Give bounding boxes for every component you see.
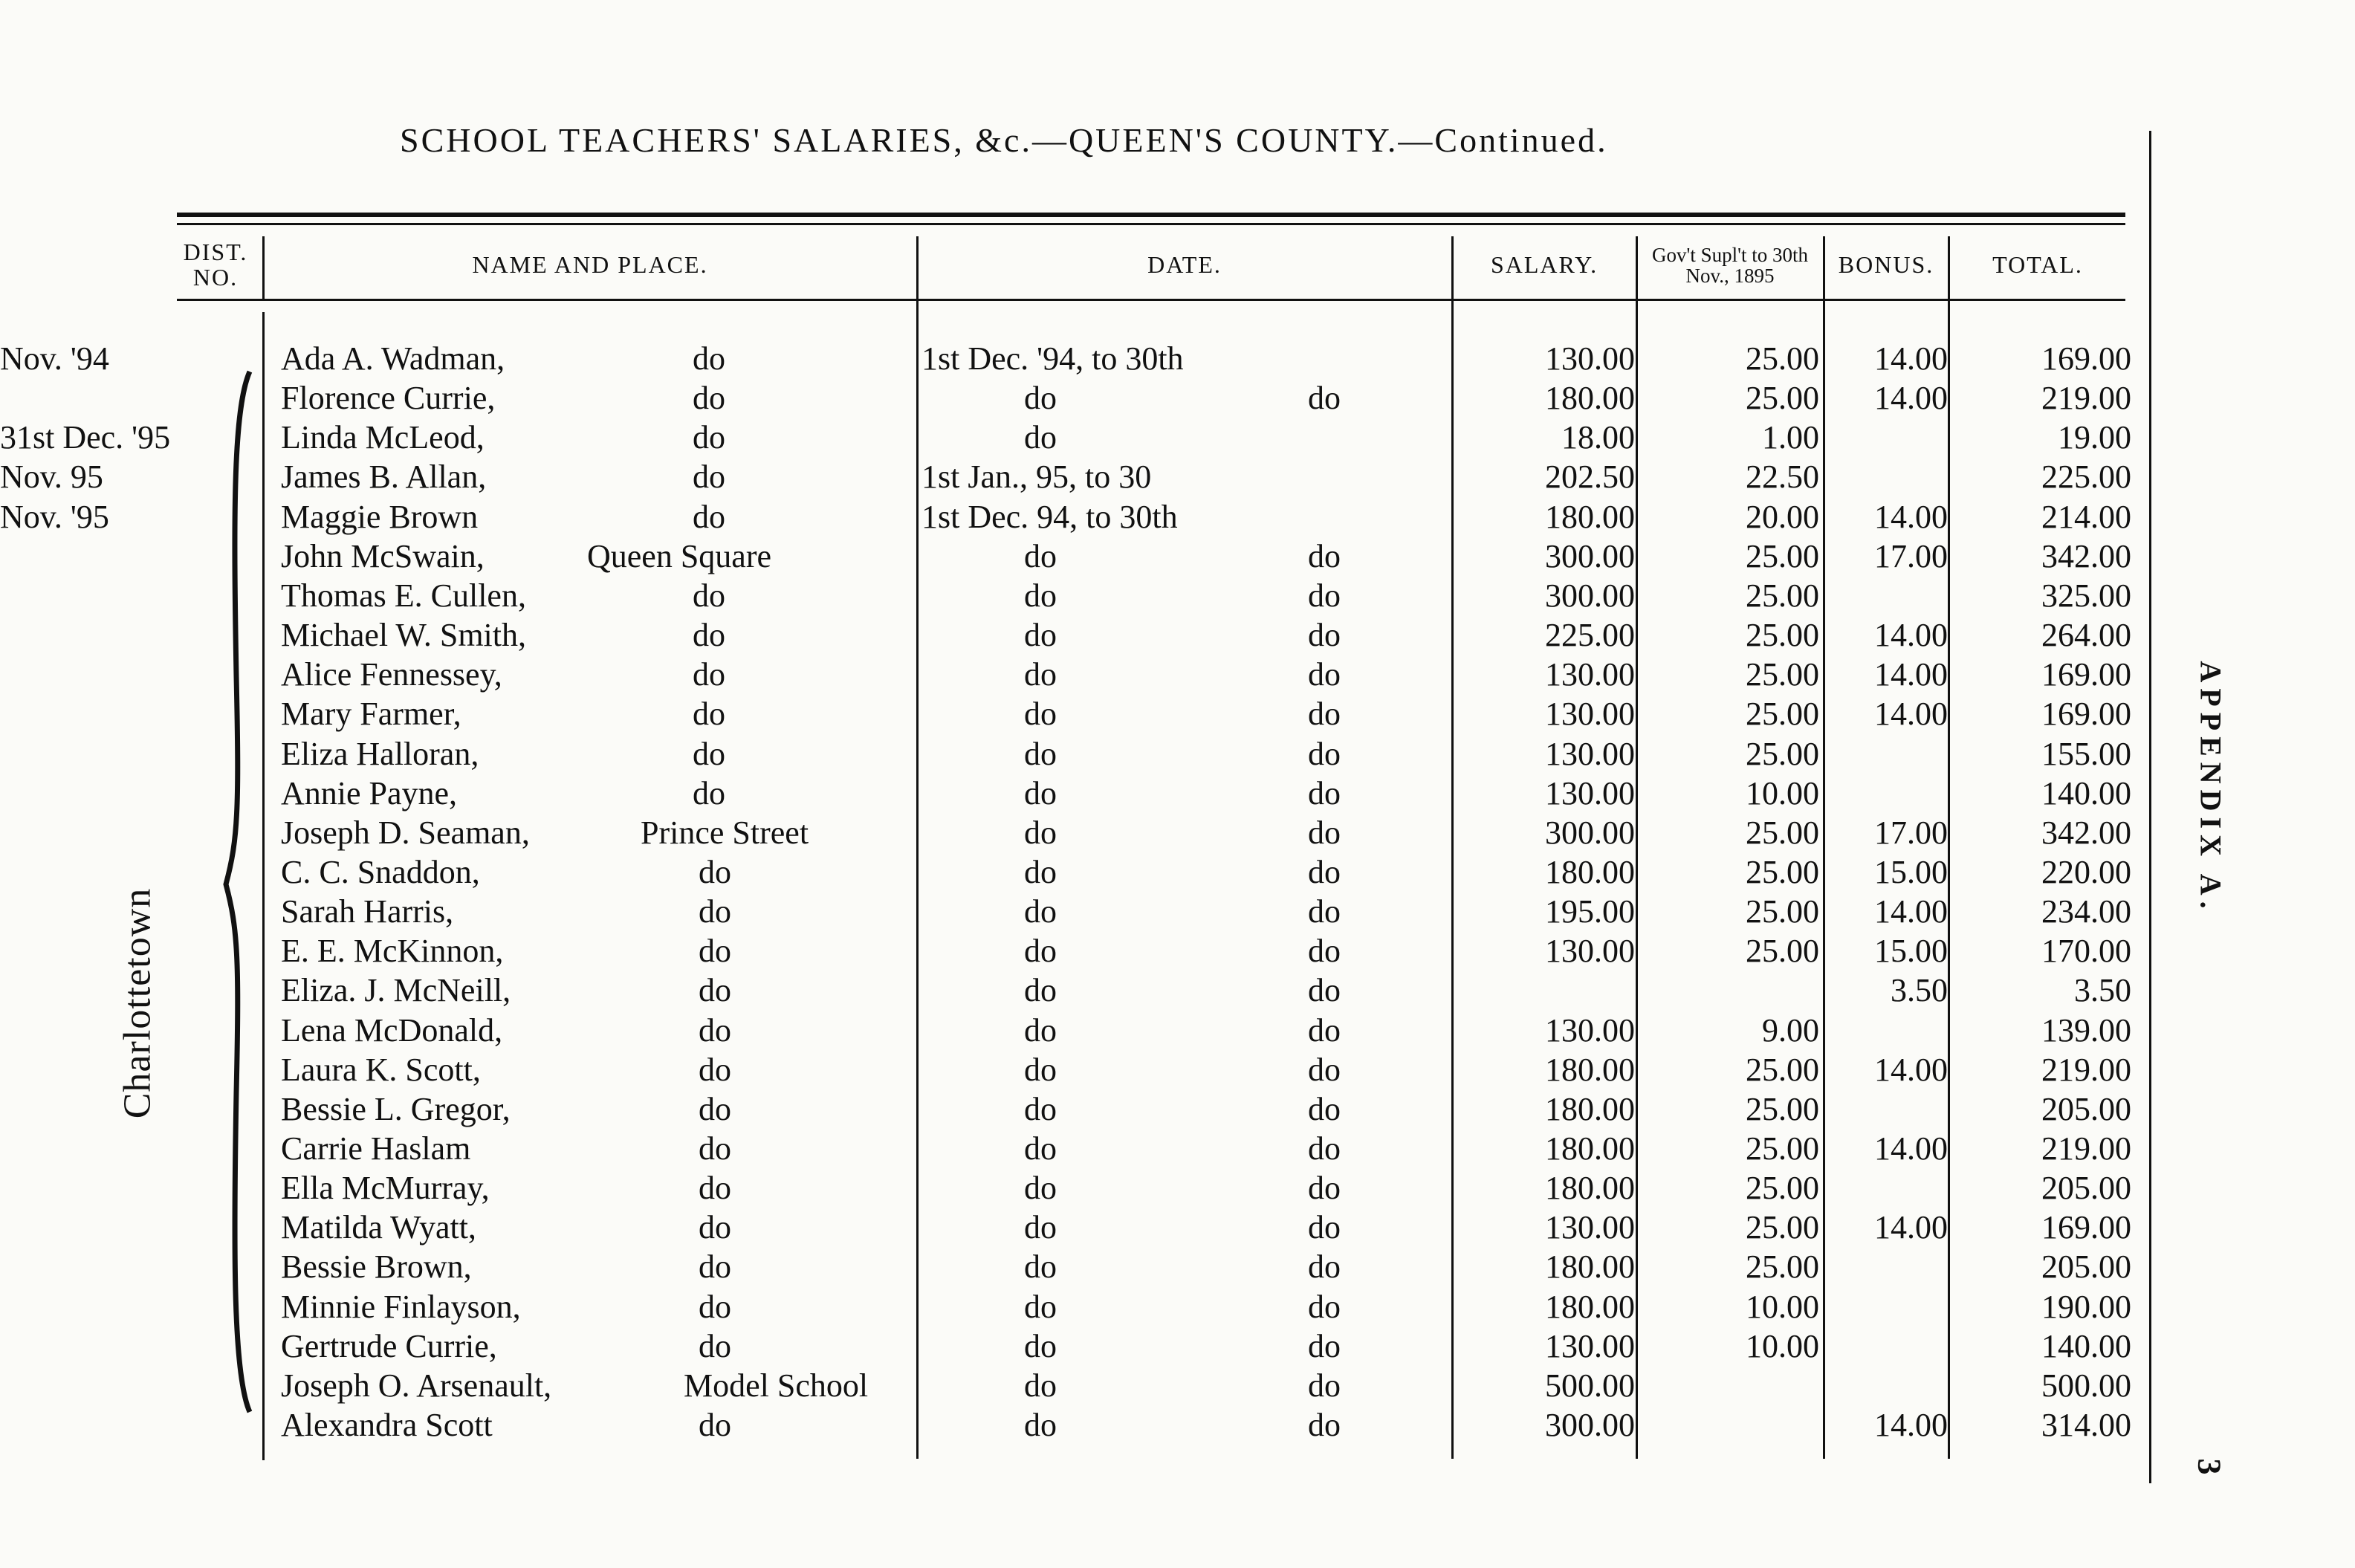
teacher-name: Laura K. Scott, — [281, 1051, 481, 1088]
table-row — [0, 774, 2355, 813]
date-from: 1st Dec. '94, to 30th — [921, 340, 1184, 377]
bonus-cell: 14.00 — [1874, 340, 1948, 377]
header-name-place: NAME AND PLACE. — [472, 251, 708, 279]
page-title: SCHOOL TEACHERS' SALARIES, &c.—QUEEN'S COUNTY.—Continued. — [400, 121, 1608, 159]
bonus-cell: 15.00 — [1874, 853, 1948, 890]
date-from: 1st Dec. 94, to 30th — [921, 498, 1178, 535]
date-to: do — [1308, 1170, 1341, 1207]
salary-cell: 18.00 — [1561, 419, 1635, 456]
table-row — [0, 497, 2355, 537]
teacher-place: Prince Street — [641, 814, 809, 851]
date-to: do — [1308, 814, 1341, 851]
date-to: do — [1308, 1407, 1341, 1444]
table-row — [0, 1129, 2355, 1168]
teacher-name: Eliza. J. McNeill, — [281, 972, 511, 1009]
date-from: do — [1024, 1327, 1057, 1364]
teacher-name: Sarah Harris, — [281, 893, 454, 930]
date-from: do — [1024, 537, 1057, 574]
date-from: do — [1024, 696, 1057, 733]
total-cell: 169.00 — [2041, 1209, 2131, 1246]
date-to: do — [1308, 577, 1341, 614]
teacher-name: Bessie L. Gregor, — [281, 1090, 511, 1127]
total-cell: 169.00 — [2041, 340, 2131, 377]
date-from: do — [1024, 1248, 1057, 1286]
govt-suppl-cell: 25.00 — [1746, 340, 1819, 377]
teacher-place: do — [693, 340, 725, 377]
date-to: do — [1308, 735, 1341, 772]
bonus-cell: 14.00 — [1874, 617, 1948, 654]
date-to: do — [1308, 1327, 1341, 1364]
govt-suppl-cell: 25.00 — [1746, 814, 1819, 851]
total-cell: 205.00 — [2041, 1248, 2131, 1286]
date-to: Nov. '94 — [0, 340, 109, 377]
salary-cell: 130.00 — [1545, 1209, 1635, 1246]
table-row — [0, 576, 2355, 615]
date-to: do — [1308, 853, 1341, 890]
total-cell: 325.00 — [2041, 577, 2131, 614]
bonus-cell: 3.50 — [1891, 972, 1948, 1009]
date-to: do — [1308, 1090, 1341, 1127]
bonus-cell: 17.00 — [1874, 537, 1948, 574]
teacher-place: do — [693, 498, 725, 535]
page-number: 3 — [2191, 1458, 2228, 1475]
govt-suppl-cell: 22.50 — [1746, 459, 1819, 496]
govt-suppl-cell: 10.00 — [1746, 1327, 1819, 1364]
salary-cell: 130.00 — [1545, 656, 1635, 693]
total-cell: 205.00 — [2041, 1090, 2131, 1127]
teacher-name: Mary Farmer, — [281, 696, 461, 733]
table-row — [0, 1050, 2355, 1089]
teacher-name: Michael W. Smith, — [281, 617, 526, 654]
salary-cell: 180.00 — [1545, 1130, 1635, 1167]
govt-suppl-cell: 25.00 — [1746, 696, 1819, 733]
date-to: do — [1308, 656, 1341, 693]
teacher-place: do — [693, 459, 725, 496]
teacher-name: Matilda Wyatt, — [281, 1209, 476, 1246]
teacher-place: Model School — [684, 1367, 869, 1404]
salary-cell: 180.00 — [1545, 853, 1635, 890]
teacher-name: E. E. McKinnon, — [281, 933, 504, 970]
date-from: do — [1024, 774, 1057, 811]
date-to: do — [1308, 1248, 1341, 1286]
teacher-name: Carrie Haslam — [281, 1130, 471, 1167]
total-cell: 19.00 — [2058, 419, 2131, 456]
teacher-name: Ella McMurray, — [281, 1170, 490, 1207]
govt-suppl-cell: 25.00 — [1746, 1248, 1819, 1286]
date-to: do — [1308, 933, 1341, 970]
total-cell: 225.00 — [2041, 459, 2131, 496]
salary-cell: 300.00 — [1545, 577, 1635, 614]
teacher-place: do — [699, 1327, 731, 1364]
teacher-name: C. C. Snaddon, — [281, 853, 480, 890]
table-row — [0, 418, 2355, 457]
table-row — [0, 457, 2355, 496]
table-row — [0, 1287, 2355, 1326]
teacher-name: James B. Allan, — [281, 459, 487, 496]
date-to: do — [1308, 774, 1341, 811]
salary-cell: 180.00 — [1545, 1051, 1635, 1088]
total-cell: 219.00 — [2041, 380, 2131, 417]
govt-suppl-cell: 25.00 — [1746, 656, 1819, 693]
govt-suppl-cell: 25.00 — [1746, 577, 1819, 614]
date-to: do — [1308, 537, 1341, 574]
table-row — [0, 378, 2355, 418]
salary-cell: 130.00 — [1545, 1011, 1635, 1049]
bonus-cell: 14.00 — [1874, 1130, 1948, 1167]
table-row — [0, 892, 2355, 931]
date-from: do — [1024, 1090, 1057, 1127]
total-cell: 214.00 — [2041, 498, 2131, 535]
teacher-place: Queen Square — [587, 537, 772, 574]
date-from: do — [1024, 933, 1057, 970]
date-from: do — [1024, 1051, 1057, 1088]
district-label: Charlottetown — [116, 887, 159, 1119]
date-to: do — [1308, 972, 1341, 1009]
teacher-place: do — [693, 696, 725, 733]
total-cell: 342.00 — [2041, 537, 2131, 574]
table-row — [0, 615, 2355, 655]
appendix-label: APPENDIX A. — [2194, 661, 2228, 915]
salary-cell: 300.00 — [1545, 537, 1635, 574]
govt-suppl-cell: 25.00 — [1746, 380, 1819, 417]
total-cell: 3.50 — [2074, 972, 2131, 1009]
table-row — [0, 852, 2355, 892]
teacher-name: Alexandra Scott — [281, 1407, 493, 1444]
teacher-place: do — [699, 1407, 731, 1444]
date-from: do — [1024, 1407, 1057, 1444]
teacher-name: Maggie Brown — [281, 498, 479, 535]
date-to: 31st Dec. '95 — [0, 419, 171, 456]
date-from: do — [1024, 617, 1057, 654]
salary-cell: 225.00 — [1545, 617, 1635, 654]
teacher-place: do — [693, 774, 725, 811]
govt-suppl-cell: 10.00 — [1746, 1288, 1819, 1325]
bonus-cell: 14.00 — [1874, 1407, 1948, 1444]
table-row — [0, 1366, 2355, 1405]
salary-cell: 180.00 — [1545, 380, 1635, 417]
date-to: do — [1308, 1209, 1341, 1246]
date-from: do — [1024, 1170, 1057, 1207]
table-row — [0, 813, 2355, 852]
teacher-place: do — [699, 1090, 731, 1127]
date-to: do — [1308, 1130, 1341, 1167]
top-rule-thin — [177, 223, 2125, 225]
date-from: do — [1024, 1367, 1057, 1404]
total-cell: 140.00 — [2041, 774, 2131, 811]
total-cell: 314.00 — [2041, 1407, 2131, 1444]
header-total: TOTAL. — [1992, 251, 2083, 279]
govt-suppl-cell: 25.00 — [1746, 1170, 1819, 1207]
date-from: 1st Jan., 95, to 30 — [921, 459, 1152, 496]
date-from: do — [1024, 853, 1057, 890]
header-bonus: BONUS. — [1838, 251, 1934, 279]
bonus-cell: 14.00 — [1874, 498, 1948, 535]
teacher-place: do — [699, 1248, 731, 1286]
salary-cell: 300.00 — [1545, 1407, 1635, 1444]
teacher-place: do — [699, 853, 731, 890]
teacher-name: John McSwain, — [281, 537, 485, 574]
govt-suppl-cell: 10.00 — [1746, 774, 1819, 811]
date-to: Nov. '95 — [0, 498, 109, 535]
header-salary: SALARY. — [1490, 251, 1598, 279]
salary-cell: 195.00 — [1545, 893, 1635, 930]
teacher-name: Florence Currie, — [281, 380, 496, 417]
date-to: do — [1308, 1367, 1341, 1404]
teacher-place: do — [693, 656, 725, 693]
total-cell: 169.00 — [2041, 696, 2131, 733]
govt-suppl-cell: 25.00 — [1746, 933, 1819, 970]
govt-suppl-cell: 20.00 — [1746, 498, 1819, 535]
total-cell: 140.00 — [2041, 1327, 2131, 1364]
teacher-name: Eliza Halloran, — [281, 735, 479, 772]
date-from: do — [1024, 577, 1057, 614]
salary-cell: 130.00 — [1545, 735, 1635, 772]
salary-cell: 500.00 — [1545, 1367, 1635, 1404]
salary-cell: 130.00 — [1545, 933, 1635, 970]
teacher-name: Lena McDonald, — [281, 1011, 503, 1049]
date-from: do — [1024, 656, 1057, 693]
date-from: do — [1024, 893, 1057, 930]
total-cell: 190.00 — [2041, 1288, 2131, 1325]
teacher-place: do — [699, 1209, 731, 1246]
govt-suppl-cell: 25.00 — [1746, 537, 1819, 574]
table-row — [0, 931, 2355, 971]
salary-cell: 180.00 — [1545, 1288, 1635, 1325]
total-cell: 205.00 — [2041, 1170, 2131, 1207]
teacher-place: do — [693, 419, 725, 456]
teacher-place: do — [699, 893, 731, 930]
header-govt-suppl: Gov't Supl't to 30th Nov., 1895 — [1651, 243, 1808, 287]
teacher-name: Linda McLeod, — [281, 419, 485, 456]
salary-cell: 180.00 — [1545, 1248, 1635, 1286]
total-cell: 500.00 — [2041, 1367, 2131, 1404]
teacher-name: Alice Fennessey, — [281, 656, 502, 693]
govt-suppl-cell: 9.00 — [1762, 1011, 1819, 1049]
table-row — [0, 1208, 2355, 1247]
govt-suppl-cell: 25.00 — [1746, 1090, 1819, 1127]
date-from: do — [1024, 419, 1057, 456]
bonus-cell: 14.00 — [1874, 1051, 1948, 1088]
header-rule — [177, 299, 2125, 301]
total-cell: 170.00 — [2041, 933, 2131, 970]
top-rule — [177, 213, 2125, 217]
table-row — [0, 1326, 2355, 1366]
date-from: do — [1024, 1209, 1057, 1246]
salary-cell: 130.00 — [1545, 1327, 1635, 1364]
govt-suppl-cell: 1.00 — [1762, 419, 1819, 456]
salary-cell: 130.00 — [1545, 774, 1635, 811]
table-row — [0, 734, 2355, 774]
date-to: Nov. 95 — [0, 459, 103, 496]
teacher-place: do — [693, 735, 725, 772]
date-from: do — [1024, 380, 1057, 417]
bonus-cell: 14.00 — [1874, 893, 1948, 930]
govt-suppl-cell: 25.00 — [1746, 1209, 1819, 1246]
salary-cell: 180.00 — [1545, 498, 1635, 535]
header-dist-no: DIST. NO. — [183, 239, 248, 291]
bonus-cell: 14.00 — [1874, 380, 1948, 417]
teacher-name: Ada A. Wadman, — [281, 340, 505, 377]
teacher-name: Joseph D. Seaman, — [281, 814, 530, 851]
teacher-place: do — [699, 1288, 731, 1325]
total-cell: 264.00 — [2041, 617, 2131, 654]
table-row — [0, 537, 2355, 576]
teacher-place: do — [693, 617, 725, 654]
teacher-name: Bessie Brown, — [281, 1248, 472, 1286]
date-from: do — [1024, 1130, 1057, 1167]
total-cell: 155.00 — [2041, 735, 2131, 772]
govt-suppl-cell: 25.00 — [1746, 893, 1819, 930]
teacher-place: do — [699, 1051, 731, 1088]
salary-cell: 180.00 — [1545, 1090, 1635, 1127]
salary-cell: 300.00 — [1545, 814, 1635, 851]
salary-cell: 130.00 — [1545, 340, 1635, 377]
salary-cell: 180.00 — [1545, 1170, 1635, 1207]
teacher-name: Annie Payne, — [281, 774, 458, 811]
teacher-place: do — [699, 972, 731, 1009]
date-to: do — [1308, 380, 1341, 417]
govt-suppl-cell: 25.00 — [1746, 735, 1819, 772]
table-row — [0, 1089, 2355, 1129]
teacher-place: do — [693, 577, 725, 614]
bonus-cell: 14.00 — [1874, 696, 1948, 733]
date-from: do — [1024, 735, 1057, 772]
teacher-place: do — [699, 1170, 731, 1207]
table-row — [0, 971, 2355, 1010]
table-row — [0, 1011, 2355, 1050]
total-cell: 342.00 — [2041, 814, 2131, 851]
teacher-name: Minnie Finlayson, — [281, 1288, 521, 1325]
date-to: do — [1308, 1011, 1341, 1049]
date-from: do — [1024, 1288, 1057, 1325]
bonus-cell: 17.00 — [1874, 814, 1948, 851]
total-cell: 219.00 — [2041, 1051, 2131, 1088]
total-cell: 220.00 — [2041, 853, 2131, 890]
date-to: do — [1308, 1051, 1341, 1088]
table-row — [0, 339, 2355, 378]
total-cell: 139.00 — [2041, 1011, 2131, 1049]
date-to: do — [1308, 893, 1341, 930]
table-row — [0, 1405, 2355, 1445]
date-from: do — [1024, 814, 1057, 851]
bonus-cell: 14.00 — [1874, 656, 1948, 693]
table-row — [0, 655, 2355, 694]
total-cell: 169.00 — [2041, 656, 2131, 693]
salary-cell: 202.50 — [1545, 459, 1635, 496]
total-cell: 219.00 — [2041, 1130, 2131, 1167]
teacher-place: do — [693, 380, 725, 417]
teacher-place: do — [699, 1011, 731, 1049]
date-to: do — [1308, 617, 1341, 654]
govt-suppl-cell: 25.00 — [1746, 1051, 1819, 1088]
header-date: DATE. — [1147, 251, 1222, 279]
govt-suppl-cell: 25.00 — [1746, 1130, 1819, 1167]
salary-cell: 130.00 — [1545, 696, 1635, 733]
teacher-place: do — [699, 933, 731, 970]
govt-suppl-cell: 25.00 — [1746, 617, 1819, 654]
teacher-name: Joseph O. Arsenault, — [281, 1367, 552, 1404]
date-to: do — [1308, 1288, 1341, 1325]
date-from: do — [1024, 1011, 1057, 1049]
bonus-cell: 14.00 — [1874, 1209, 1948, 1246]
table-row — [0, 1168, 2355, 1208]
date-to: do — [1308, 696, 1341, 733]
table-row — [0, 694, 2355, 733]
teacher-name: Thomas E. Cullen, — [281, 577, 526, 614]
govt-suppl-cell: 25.00 — [1746, 853, 1819, 890]
bonus-cell: 15.00 — [1874, 933, 1948, 970]
teacher-place: do — [699, 1130, 731, 1167]
date-from: do — [1024, 972, 1057, 1009]
total-cell: 234.00 — [2041, 893, 2131, 930]
table-row — [0, 1247, 2355, 1286]
teacher-name: Gertrude Currie, — [281, 1327, 497, 1364]
